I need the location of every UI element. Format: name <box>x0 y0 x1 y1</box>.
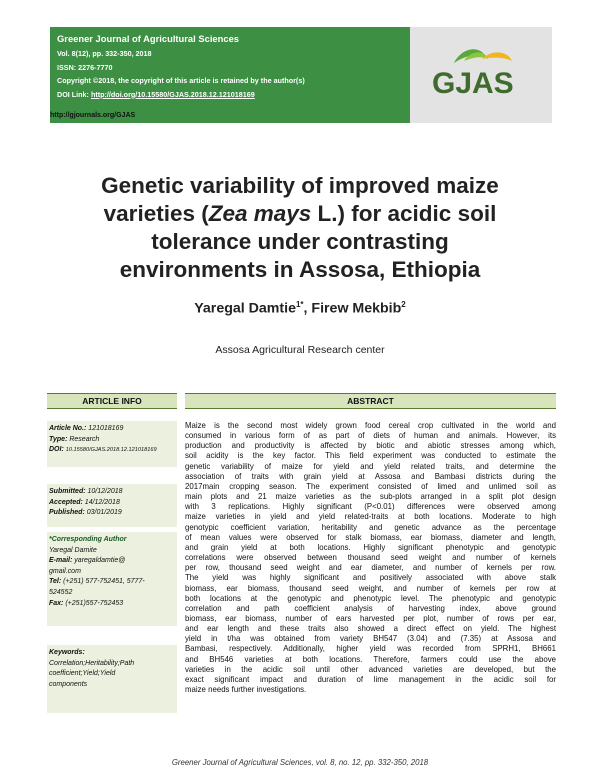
article-title <box>60 172 540 284</box>
doi-row <box>57 88 305 102</box>
abstract-line: biomass, ear biomass, thousand seed weight, and number of kernels per row at <box>185 583 556 593</box>
abstract-line: varieties in the acidic soil until other advanced varieties are developed, but the <box>185 664 556 674</box>
article-doi-label: DOI: <box>49 446 66 454</box>
corresponding-author-name: Yaregal Damite <box>49 546 97 554</box>
submitted-row <box>49 487 177 498</box>
published-label: Published: <box>49 509 87 517</box>
author-1: Yaregal Damtie <box>194 300 296 317</box>
published-row <box>49 508 177 519</box>
doi-label: DOI Link: <box>57 89 91 99</box>
article-type-label: Type: <box>49 435 70 443</box>
tel-part-1: (+251) 577-752451, 5777- <box>63 578 145 586</box>
fax-label: Fax: <box>49 599 66 607</box>
article-doi[interactable]: 10.15580/GJAS.2018.12.121018169 <box>65 447 157 454</box>
issn-info: ISSN: 2276-7770 <box>57 62 113 72</box>
author-separator: , <box>303 300 312 317</box>
article-info-heading: ARTICLE INFO <box>47 393 177 409</box>
abstract-line: Bambasi, respectively. Additionally, higher yield was recorded from SPRH1, BH661 <box>185 644 556 654</box>
copyright-info: Copyright ©2018, the copyright of this article is retained by the author(s) <box>57 76 305 85</box>
accepted-row <box>49 498 177 509</box>
title-line-2-pre: varieties ( <box>103 201 209 226</box>
corresponding-author-box <box>47 532 177 626</box>
keywords-line-2: coefficient;Yield;Yield <box>49 670 116 678</box>
title-line-2 <box>60 200 540 228</box>
volume-info: Vol. 8(12), pp. 332-350, 2018 <box>57 49 152 58</box>
fax-number: (+251)557-752453 <box>65 599 124 607</box>
fax-row <box>49 599 177 610</box>
author-list <box>60 300 540 317</box>
title-line-3: tolerance under contrasting <box>151 229 449 254</box>
accepted-date: 14/12/2018 <box>84 498 120 506</box>
abstract-line: correlations were observed between thousand seed weight and number of kernels <box>185 553 556 563</box>
abstract-line: both locations at the genotypic and phenotypic level. The phenotypic and genotypic <box>185 593 556 603</box>
affiliation: Assosa Agricultural Research center <box>215 344 385 356</box>
article-type-row <box>49 435 177 446</box>
abstract-line: and ear length and these traits also showed a direct effect on yield. The highest <box>185 624 556 634</box>
article-number: 121018169 <box>88 425 124 432</box>
abstract-line: and BH546 varieties at both locations. Therefore, farmers could use the above <box>185 654 556 664</box>
abstract-line: exact significant impact and duration of lime management in the acidic soil for <box>185 674 556 684</box>
abstract-heading: ABSTRACT <box>185 393 556 409</box>
submitted-date: 10/12/2018 <box>87 488 123 495</box>
abstract-line: correlation and path coefficient analysis of harvesting index, above ground <box>185 603 556 613</box>
keywords-box <box>47 645 177 713</box>
abstract-line: maize needs further investigations. <box>185 685 307 695</box>
abstract-line: yield in t/ha was obtained from variety BH547 (3.04) and (7.35) at Assosa and <box>185 634 556 644</box>
title-line-1: Genetic variability of improved maize <box>101 173 499 198</box>
submitted-label: Submitted: <box>49 488 88 495</box>
keywords-line-1: Correlation;Heritability;Path <box>49 659 135 667</box>
abstract-line: The yield was highly significant and positively associated with above stalk <box>185 573 556 583</box>
logo-lettering: GJAS <box>432 67 514 100</box>
article-doi-row <box>49 445 177 456</box>
abstract-line: biomass, ear biomass, number of ears harvested per plot, number of rows per ear, <box>185 613 556 623</box>
abstract-line: Maize is the second most widely grown food cereal crop cultivated in the world and <box>185 421 556 430</box>
page-footer: Greener Journal of Agricultural Sciences, vol. 8, no. 12, pp. 332-350, 2018 <box>171 758 429 767</box>
abstract-line: association of traits with grain yield at Assosa and Bambasi districts during the <box>185 471 556 481</box>
abstract-line: and grain yield at both locations. Highly significant phenotypic and genotypic <box>185 542 556 552</box>
keywords-line-3: components <box>49 680 88 688</box>
species-name: Zea mays <box>208 201 312 226</box>
accepted-label: Accepted: <box>49 498 85 506</box>
dates-box <box>47 484 177 527</box>
abstract-text <box>185 421 556 695</box>
email-part-1[interactable]: yaregaldamtie@ <box>74 557 126 565</box>
abstract-line: per row, thousand seed weight and ear diameter, and number of kernels per row. <box>185 563 556 573</box>
author-2-affiliation-mark: 2 <box>401 300 406 309</box>
abstract-line: of mean values were observed for stalk biomass, ear biomass, diameter and length, <box>185 532 556 542</box>
published-date: 03/01/2019 <box>86 509 122 517</box>
author-1-affiliation-mark: 1* <box>295 300 304 309</box>
article-number-row <box>49 424 177 435</box>
abstract-line: genotypic coefficient variation, heritability and genetic advance as the percentage <box>185 522 556 532</box>
journal-header <box>50 27 552 123</box>
header-text <box>57 32 305 101</box>
author-2: Firew Mekbib <box>311 300 402 317</box>
corresponding-author-label: *Corresponding Author <box>49 536 127 543</box>
tel-label: Tel: <box>49 578 64 586</box>
doi-link[interactable]: http://doi.org/10.15580/GJAS.2018.12.121018169 <box>90 89 255 99</box>
abstract-line: with 3 replications. Highly significant (P<0.01) differences were observed among <box>185 502 556 512</box>
abstract-line: soil acidity is the key factor. This field experiment was conducted to estimate the <box>185 451 556 461</box>
email-row <box>49 556 177 567</box>
abstract-line: production and productivity is affected by biotic and abiotic stresses among which, <box>185 441 556 451</box>
abstract-line: maize varieties in yield and yield related-traits at both locations. Moderate to high <box>185 512 556 522</box>
title-line-2-post: L.) for acidic soil <box>311 201 497 226</box>
abstract-line: 2017main cropping season. The experiment consisted of limed and unlimed soil as <box>185 481 556 491</box>
abstract-line: main plots and 21 maize varieties as the sub-plots arranged in a split plot design <box>185 492 556 502</box>
tel-row <box>49 577 177 588</box>
article-number-label: Article No.: <box>49 425 89 432</box>
abstract-line: genetic variability of maize for yield and yield related traits, and determine the <box>185 461 556 471</box>
journal-url[interactable]: http://gjournals.org/GJAS <box>50 112 136 119</box>
article-type: Research <box>69 435 100 443</box>
tel-part-2: 524552 <box>49 588 73 596</box>
email-label: E-mail: <box>49 557 75 565</box>
journal-name: Greener Journal of Agricultural Sciences <box>57 33 240 44</box>
gjas-logo <box>424 43 542 101</box>
title-line-4: environments in Assosa, Ethiopia <box>119 257 481 282</box>
keywords-label: Keywords: <box>49 649 85 656</box>
article-meta-box <box>47 421 177 467</box>
email-part-2[interactable]: gmail.com <box>49 567 81 575</box>
abstract-line: consumed in various form of as part of diets of human and animals. However, its <box>185 431 556 441</box>
